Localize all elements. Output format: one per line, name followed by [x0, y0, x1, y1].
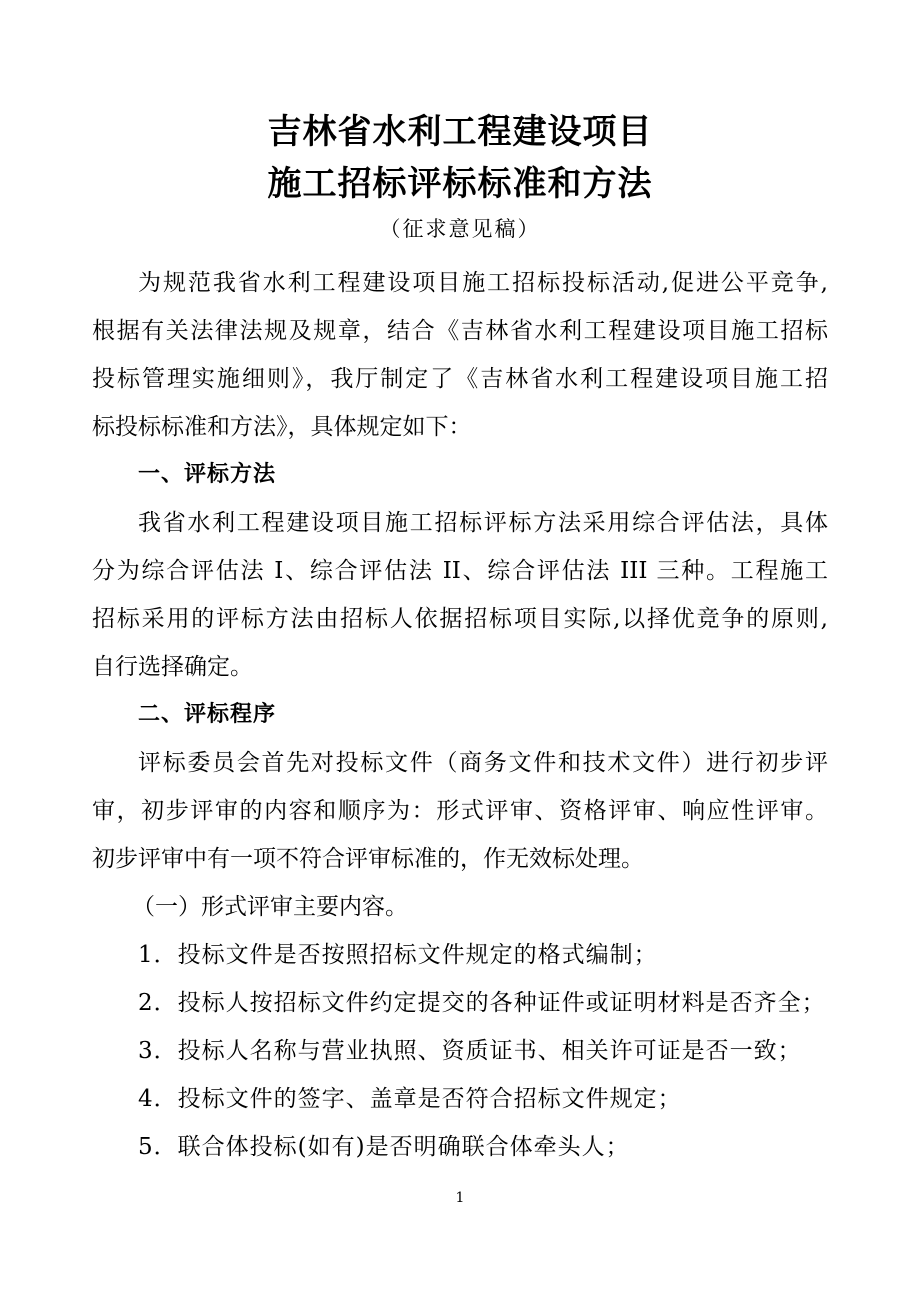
section1-line-1: 我省水利工程建设项目施工招标评标方法采用综合评估法，具体 [138, 510, 828, 536]
list-item: 4．投标文件的签字、盖章是否符合招标文件规定； [138, 1086, 682, 1112]
intro-line-1: 为规范我省水利工程建设项目施工招标投标活动,促进公平竞争, [138, 270, 828, 296]
section2-line-3: 初步评审中有一项不符合评审标准的，作无效标处理。 [92, 846, 644, 872]
intro-line-4: 标投标标准和方法》，具体规定如下： [92, 414, 472, 440]
section-heading-evaluation-method: 一、评标方法 [138, 462, 277, 487]
section1-line-3: 招标采用的评标方法由招标人依据招标项目实际,以择优竞争的原则, [92, 606, 828, 632]
document-title-line-2: 施工招标评标标准和方法 [267, 164, 653, 204]
section-heading-evaluation-procedure: 二、评标程序 [138, 702, 277, 727]
intro-line-2: 根据有关法律法规及规章，结合《吉林省水利工程建设项目施工招标 [92, 318, 828, 344]
document-subtitle: （征求意见稿） [379, 217, 541, 241]
section1-line-4: 自行选择确定。 [92, 654, 253, 680]
list-item: 3．投标人名称与营业执照、资质证书、相关许可证是否一致； [138, 1038, 802, 1064]
section2-line-1: 评标委员会首先对投标文件（商务文件和技术文件）进行初步评 [138, 750, 828, 776]
intro-line-3: 投标管理实施细则》，我厅制定了《吉林省水利工程建设项目施工招 [92, 366, 828, 392]
list-item: 5．联合体投标(如有)是否明确联合体牵头人； [138, 1134, 630, 1160]
page-number: 1 [455, 1190, 465, 1206]
document-title-line-1: 吉林省水利工程建设项目 [267, 112, 653, 152]
list-item: 1．投标文件是否按照招标文件规定的格式编制； [138, 942, 658, 968]
section2-line-2: 审，初步评审的内容和顺序为：形式评审、资格评审、响应性评审。 [92, 798, 828, 824]
section1-line-2: 分为综合评估法 I、综合评估法 II、综合评估法 III 三种。工程施工 [92, 558, 828, 584]
subsection-heading-formal-review: （一）形式评审主要内容。 [132, 894, 408, 920]
list-item: 2．投标人按招标文件约定提交的各种证件或证明材料是否齐全； [138, 990, 826, 1016]
